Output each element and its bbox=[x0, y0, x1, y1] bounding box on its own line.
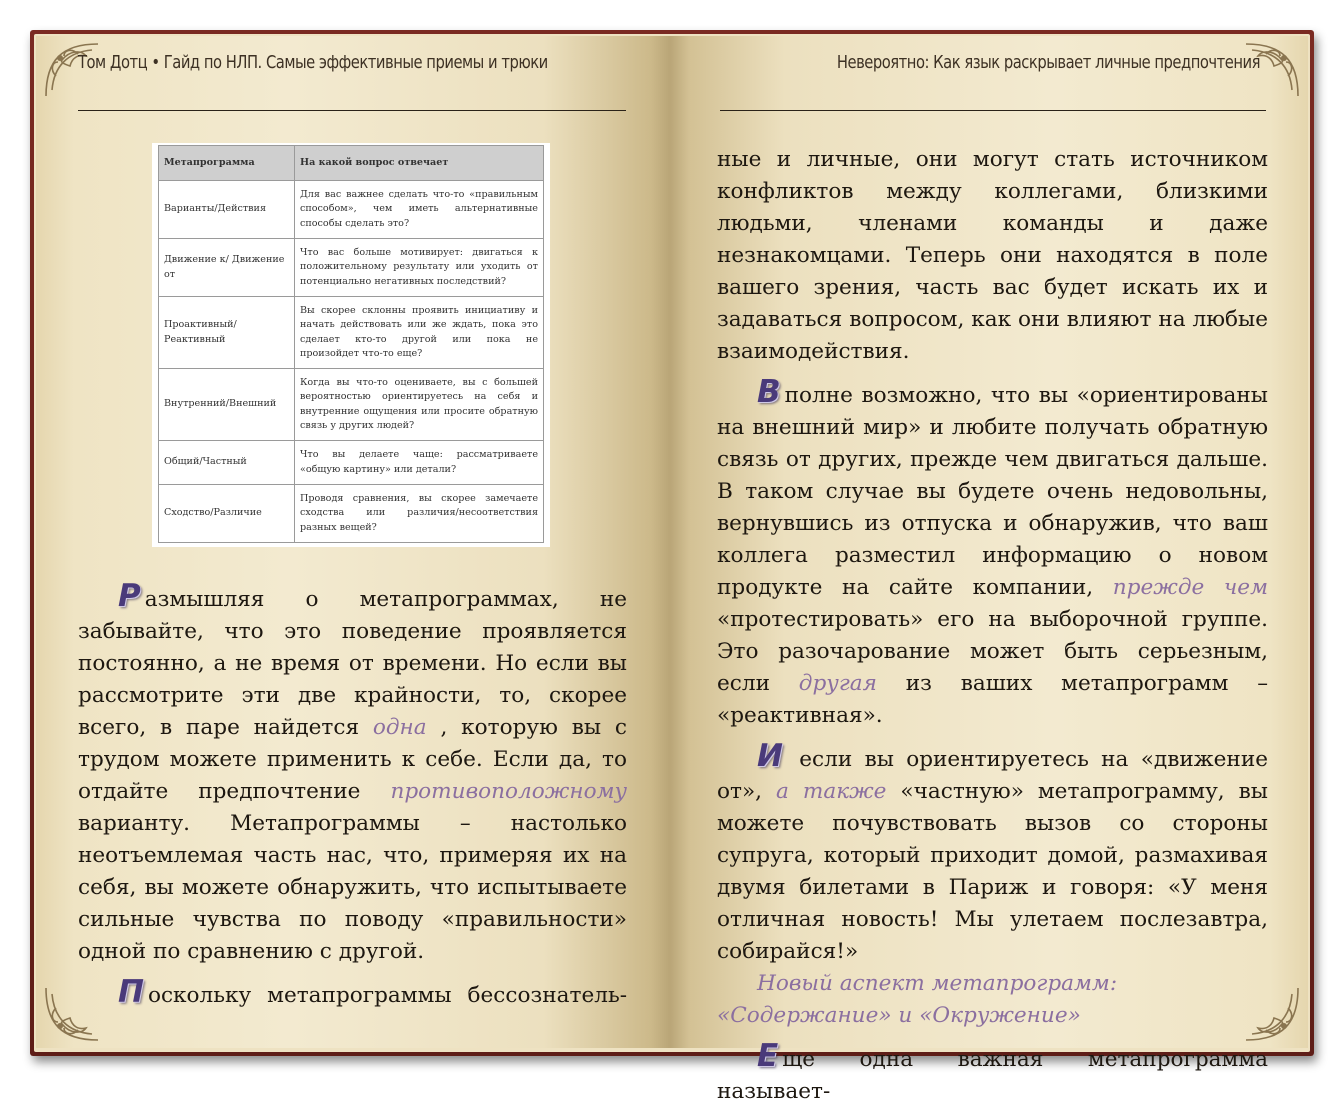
paragraph bbox=[717, 1038, 1268, 1108]
table-row bbox=[159, 441, 544, 485]
section-subheading: Новый аспект метапрограмм: «Содержание» и «Окружение» bbox=[717, 971, 1118, 1028]
table-row bbox=[159, 239, 544, 297]
metaprogram-question: Вы скорее склонны проявить инициативу и начать действовать или же ждать, пока это сделает кто-то другой или пока не произойдет что-то еще? bbox=[295, 297, 544, 369]
paragraph bbox=[78, 974, 627, 1012]
header-rule-left bbox=[78, 110, 626, 111]
metaprogram-name: Внутренний/Внешний bbox=[159, 369, 295, 441]
emphasis-text: противоположному bbox=[390, 779, 627, 804]
drop-cap: Е bbox=[757, 1038, 779, 1074]
running-header-left: Том Дотц • Гайд по НЛП. Самые эффективные приемы и трюки bbox=[78, 52, 548, 73]
paragraph-text: азмышляя о метапрограммах, не забывайте, что это поведение проявляется постоянно, а не время от времени. Но если вы рассмотрите эти две крайности, то, скорее всего, в паре найдется bbox=[78, 587, 627, 740]
paragraph-text: полне возможно, что вы «ориентированы на внешний мир» и любите получать обратную связь от других, прежде чем двигаться дальше. В таком случае вы будете очень недовольны, вернувшись из отпуска и обнаружив, что ваш коллега разместил информацию о новом продукте на сайте компании, bbox=[717, 383, 1268, 600]
drop-cap: В bbox=[757, 374, 781, 410]
paragraph-text: «частную» метапрограмму, вы можете почувствовать вызов со стороны супруга, который приходит домой, размахивая двумя билетами в Париж и говоря: «У меня отличная новость! Мы улетаем послезавтра, собирайся!» bbox=[717, 779, 1268, 964]
metaprogram-name: Варианты/Действия bbox=[159, 181, 295, 239]
emphasis-text: другая bbox=[798, 671, 877, 696]
paragraph-text: если вы ориентируетесь на «движение от», bbox=[717, 747, 1268, 804]
metaprogram-question: Проводя сравнения, вы скорее замечаете сходства или различия/несоответствия разных вещей? bbox=[295, 485, 544, 543]
drop-cap: П bbox=[118, 974, 144, 1010]
right-body-text bbox=[717, 144, 1268, 1108]
paragraph: ные и личные, они могут стать источником конфликтов между коллегами, близкими людьми, членами команды и даже незнакомцами. Теперь они находятся в поле вашего зрения, часть вас будет искать их и задаваться вопросом, как они влияют на любые взаимодействия. bbox=[717, 147, 1268, 364]
metaprogram-question: Когда вы что-то оцениваете, вы с большей вероятностью ориентируетесь на себя и внутренние ощущения или просите обратную связь у других людей? bbox=[295, 369, 544, 441]
metaprogram-question: Что вас больше мотивирует: двигаться к положительному результату или уходить от потенциально негативных последствий? bbox=[295, 239, 544, 297]
metaprogram-name: Движение к/ Движение от bbox=[159, 239, 295, 297]
paragraph-text: оскольку метапрограммы бессознатель- bbox=[147, 983, 627, 1008]
paragraph-text: варианту. Метапрограммы – настолько неотъемлемая часть нас, что, примеряя их на себя, вы можете обнаружить, что испытываете сильные чувства по поводу «правильности» одной по сравнению с другой. bbox=[78, 811, 627, 964]
left-body-text bbox=[78, 578, 627, 1012]
metaprogram-name: Проактивный/ Реактивный bbox=[159, 297, 295, 369]
paragraph-text: «протестировать» его на выборочной группе. Это разочарование может быть серьезным, если bbox=[717, 607, 1268, 696]
metaprogram-name: Общий/Частный bbox=[159, 441, 295, 485]
paragraph-text: ще одна важная метапрограмма называет- bbox=[717, 1047, 1268, 1104]
emphasis-text: а также bbox=[776, 779, 887, 804]
table-row bbox=[159, 485, 544, 543]
table-row bbox=[159, 369, 544, 441]
table-row bbox=[159, 297, 544, 369]
table-header-cell: На какой вопрос отвечает bbox=[295, 146, 544, 181]
emphasis-text: прежде чем bbox=[1112, 575, 1268, 600]
paragraph bbox=[717, 374, 1268, 732]
drop-cap: Р bbox=[118, 578, 141, 614]
paragraph bbox=[717, 738, 1268, 968]
paragraph bbox=[78, 578, 627, 968]
header-rule-right bbox=[720, 110, 1266, 111]
drop-cap: И bbox=[757, 738, 783, 774]
table-header-cell: Метапрограмма bbox=[159, 146, 295, 181]
metaprogram-question: Что вы делаете чаще: рассматриваете «общую картину» или детали? bbox=[295, 441, 544, 485]
running-header-right: Невероятно: Как язык раскрывает личные предпочтения bbox=[836, 52, 1260, 73]
table-row bbox=[159, 181, 544, 239]
paragraph-text: , которую вы с трудом можете применить к себе. Если да, то отдайте предпочтение bbox=[78, 715, 627, 804]
emphasis-text: одна bbox=[372, 715, 427, 740]
metaprogram-name: Сходство/Различие bbox=[159, 485, 295, 543]
paragraph-text: из ваших метапрограмм – «реактивная». bbox=[717, 671, 1268, 728]
metaprogram-table bbox=[152, 143, 550, 547]
metaprogram-question: Для вас важнее сделать что-то «правильным способом», чем иметь альтернативные способы сделать это? bbox=[295, 181, 544, 239]
